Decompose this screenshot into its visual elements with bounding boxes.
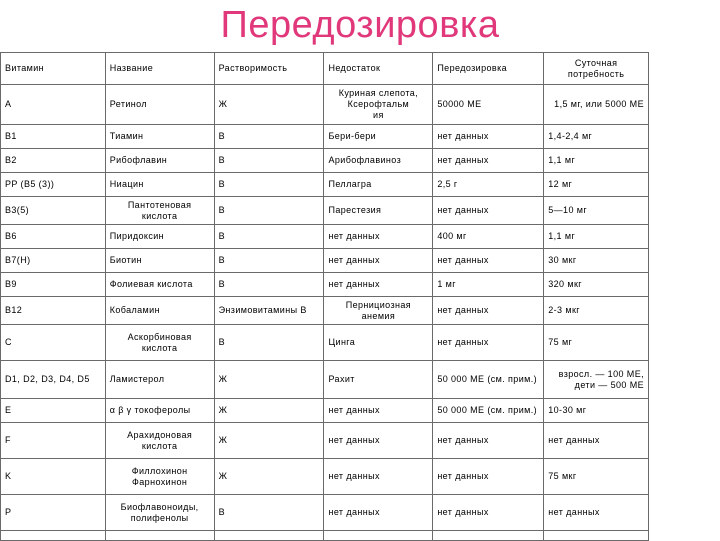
table-cell: нет данных	[324, 399, 433, 423]
table-cell: нет данных	[433, 459, 544, 495]
table-cell: нет данных	[433, 297, 544, 325]
table-cell: α β γ токоферолы	[105, 399, 214, 423]
table-cell: 5—10 мг	[544, 197, 649, 225]
table-cell: В	[214, 325, 324, 361]
table-cell: F	[1, 423, 106, 459]
table-cell: Рахит	[324, 361, 433, 399]
table-cell: B9	[1, 273, 106, 297]
table-cell: 50 000 МЕ (см. прим.)	[433, 361, 544, 399]
header-cell: Передозировка	[433, 53, 544, 85]
table-cell: 1,5 мг, или 5000 МЕ	[544, 85, 649, 125]
table-cell: нет данных	[544, 423, 649, 459]
table-cell: Куриная слепота, Ксерофтальм ия	[324, 85, 433, 125]
table-cell: Аскорбиновая кислота	[105, 325, 214, 361]
table-cell	[1, 531, 106, 541]
table-cell: В	[214, 149, 324, 173]
table-cell: Парестезия	[324, 197, 433, 225]
table-cell: Филлохинон Фарнохинон	[105, 459, 214, 495]
table-cell: 1,1 мг	[544, 225, 649, 249]
table-cell: B3(5)	[1, 197, 106, 225]
table-cell: Ретинол	[105, 85, 214, 125]
table-row	[1, 125, 649, 149]
table-cell: C	[1, 325, 106, 361]
table-cell: нет данных	[433, 495, 544, 531]
table-cell: Ниацин	[105, 173, 214, 197]
table-cell: B2	[1, 149, 106, 173]
table-cell: Пеллагра	[324, 173, 433, 197]
table-cell: нет данных	[324, 249, 433, 273]
table-cell: В	[214, 197, 324, 225]
table-row	[1, 149, 649, 173]
table-cell: 400 мг	[433, 225, 544, 249]
table-cell: 75 мкг	[544, 459, 649, 495]
table-cell: 50000 МЕ	[433, 85, 544, 125]
table-cell: нет данных	[433, 325, 544, 361]
table-row	[1, 423, 649, 459]
table-cell: нет данных	[433, 423, 544, 459]
table-cell: В	[214, 173, 324, 197]
table-cell: нет данных	[324, 423, 433, 459]
table-row	[1, 85, 649, 125]
table-cell: Тиамин	[105, 125, 214, 149]
table-cell: 1,4-2,4 мг	[544, 125, 649, 149]
table-cell: K	[1, 459, 106, 495]
header-cell: Витамин	[1, 53, 106, 85]
header-cell: Растворимость	[214, 53, 324, 85]
table-row	[1, 459, 649, 495]
table-cell: Кобаламин	[105, 297, 214, 325]
header-cell: Недостаток	[324, 53, 433, 85]
table-cell: 1,1 мг	[544, 149, 649, 173]
table-cell: 320 мкг	[544, 273, 649, 297]
table-row	[1, 249, 649, 273]
table-row	[1, 297, 649, 325]
table-cell: D1, D2, D3, D4, D5	[1, 361, 106, 399]
table-cell: нет данных	[324, 459, 433, 495]
table-cell: 2-3 мкг	[544, 297, 649, 325]
header-cell: Суточная потребность	[544, 53, 649, 85]
table-cell: Арибофлавиноз	[324, 149, 433, 173]
table-cell: нет данных	[433, 249, 544, 273]
table-row	[1, 273, 649, 297]
table-cell	[214, 531, 324, 541]
table-cell: В	[214, 495, 324, 531]
table-cell: нет данных	[433, 197, 544, 225]
table-cell: Ж	[214, 85, 324, 125]
table-cell: PP (B5 (3))	[1, 173, 106, 197]
table-row	[1, 361, 649, 399]
table-cell: взросл. — 100 МЕ, дети — 500 МЕ	[544, 361, 649, 399]
table-cell: A	[1, 85, 106, 125]
table-cell	[544, 531, 649, 541]
page-title: Передозировка	[220, 4, 500, 46]
table-cell: 12 мг	[544, 173, 649, 197]
table-row	[1, 531, 649, 541]
table-row	[1, 225, 649, 249]
table-cell: 75 мг	[544, 325, 649, 361]
table-cell: Ж	[214, 361, 324, 399]
table-cell: нет данных	[324, 273, 433, 297]
table-cell: нет данных	[433, 149, 544, 173]
table-cell: нет данных	[324, 495, 433, 531]
table-cell: Ж	[214, 459, 324, 495]
table-cell: B1	[1, 125, 106, 149]
table-cell: 50 000 МЕ (см. прим.)	[433, 399, 544, 423]
table-cell: нет данных	[324, 225, 433, 249]
table-cell	[105, 531, 214, 541]
table-cell: Пантотеновая кислота	[105, 197, 214, 225]
table-header-row	[1, 53, 649, 85]
table-row	[1, 197, 649, 225]
table-cell	[324, 531, 433, 541]
table-cell: B6	[1, 225, 106, 249]
table-cell: В	[214, 225, 324, 249]
table-cell: 1 мг	[433, 273, 544, 297]
table-cell: нет данных	[544, 495, 649, 531]
table-cell: Ламистерол	[105, 361, 214, 399]
table-cell: Пиридоксин	[105, 225, 214, 249]
table-row	[1, 325, 649, 361]
table-cell: Фолиевая кислота	[105, 273, 214, 297]
table-cell: Биофлавоноиды, полифенолы	[105, 495, 214, 531]
table-cell: Энзимовитамины В	[214, 297, 324, 325]
table-cell: B7(H)	[1, 249, 106, 273]
header-cell: Название	[105, 53, 214, 85]
table-cell: P	[1, 495, 106, 531]
table-cell: В	[214, 249, 324, 273]
table-body	[1, 85, 649, 541]
table-cell: Арахидоновая кислота	[105, 423, 214, 459]
table-cell: E	[1, 399, 106, 423]
table-row	[1, 495, 649, 531]
table-cell: 30 мкг	[544, 249, 649, 273]
table-cell: Ж	[214, 399, 324, 423]
table-cell: Цинга	[324, 325, 433, 361]
table-cell: В	[214, 125, 324, 149]
table-row	[1, 399, 649, 423]
table-cell: Пернициозная анемия	[324, 297, 433, 325]
table-cell: Рибофлавин	[105, 149, 214, 173]
table-cell: B12	[1, 297, 106, 325]
table-cell	[433, 531, 544, 541]
table-cell: Ж	[214, 423, 324, 459]
table-cell: 10-30 мг	[544, 399, 649, 423]
table-cell: 2,5 г	[433, 173, 544, 197]
table-cell: Бери-бери	[324, 125, 433, 149]
table-cell: Биотин	[105, 249, 214, 273]
table-cell: нет данных	[433, 125, 544, 149]
table-cell: В	[214, 273, 324, 297]
table-row	[1, 173, 649, 197]
vitamin-table	[0, 52, 649, 541]
